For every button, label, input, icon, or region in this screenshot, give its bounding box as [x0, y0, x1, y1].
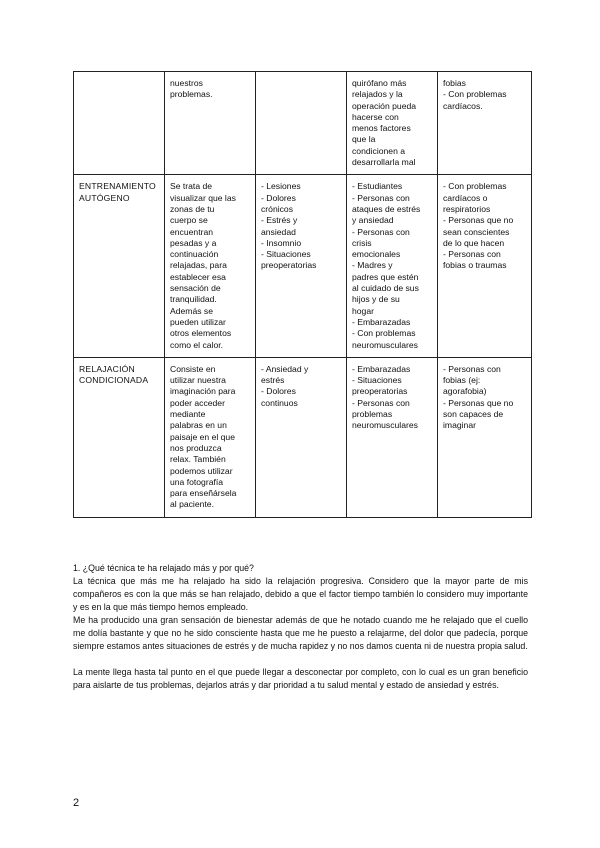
- cell-line: relax. También: [170, 454, 226, 465]
- technique-name-cell: ENTRENAMIENTO AUTÓGENO: [74, 175, 165, 357]
- cell-line: hacerse con: [352, 111, 399, 122]
- technique-name-cell: RELAJACIÓN CONDICIONADA: [74, 357, 165, 517]
- contraindications-cell: [438, 175, 532, 357]
- cell-line: crisis: [352, 237, 372, 248]
- cell-line: - Situaciones: [352, 375, 402, 386]
- cell-line: - Ansiedad y: [261, 363, 309, 374]
- cell-line: nos produzca: [170, 442, 222, 453]
- cell-line: nuestros: [170, 78, 203, 88]
- cell-line: paisaje en el que: [170, 431, 235, 442]
- recommended-for-cell: [347, 175, 438, 357]
- cell-line: ansiedad: [261, 226, 296, 237]
- cell-line: fobias o traumas: [443, 260, 507, 271]
- cell-line: - Personas con: [352, 397, 410, 408]
- technique-name-cell: [74, 72, 165, 175]
- cell-line: de lo que hacen: [443, 237, 505, 248]
- cell-line: ataques de estrés: [352, 203, 421, 214]
- answer-section: [73, 562, 528, 692]
- cell-line: continuos: [261, 397, 298, 408]
- cell-line: - Personas con: [443, 249, 501, 260]
- cell-line: al cuidado de sus: [352, 283, 419, 294]
- cell-line: - Personas con: [352, 226, 410, 237]
- cell-line: continuación: [170, 249, 219, 260]
- cell-line: que la: [352, 134, 376, 145]
- cell-line: quirófano más: [352, 78, 407, 88]
- cell-line: - Madres y: [352, 260, 393, 271]
- cell-line: relajadas, para: [170, 260, 227, 271]
- cell-line: - Personas con: [352, 192, 410, 203]
- cell-line: - Dolores: [261, 192, 296, 203]
- cell-line: al paciente.: [170, 499, 214, 510]
- cell-line: Además se: [170, 305, 213, 316]
- cell-line: sensación de: [170, 283, 221, 294]
- cell-line: - Lesiones: [261, 181, 301, 192]
- cell-line: encuentran: [170, 226, 214, 237]
- cell-line: neuromusculares: [352, 339, 418, 350]
- answer-paragraph: La mente llega hasta tal punto en el que puede llegar a desconectar por completo, con lo cual es un gran beneficio para aislarte de tus problemas, dejarlos atrás y dar prioridad a tu salud mental y estado de ansiedad y estrés.: [73, 667, 528, 690]
- cell-line: para enseñársela: [170, 488, 237, 499]
- question-heading: 1. ¿Qué técnica te ha relajado más y por qué?: [73, 563, 254, 573]
- cell-line: - Embarazadas: [352, 363, 411, 374]
- cell-line: cardíacos o: [443, 192, 488, 203]
- cell-line: - Dolores: [261, 386, 296, 397]
- cell-line: estrés: [261, 375, 285, 386]
- cell-line: otros elementos: [170, 328, 232, 339]
- cell-line: Se trata de: [170, 181, 213, 192]
- cell-line: hijos y de su: [352, 294, 400, 305]
- cell-line: - Estudiantes: [352, 181, 403, 192]
- table-row: [74, 72, 532, 175]
- cell-line: poder acceder: [170, 397, 225, 408]
- cell-line: palabras en un: [170, 420, 227, 431]
- cell-line: son capaces de: [443, 409, 504, 420]
- cell-line: - Con problemas: [443, 181, 507, 192]
- page-number: 2: [73, 797, 80, 809]
- cell-line: agorafobia): [443, 386, 487, 397]
- table-row: [74, 175, 532, 357]
- cell-line: - Estrés y: [261, 215, 298, 226]
- cell-line: problemas.: [170, 89, 213, 100]
- cell-line: - Con problemas: [352, 328, 416, 339]
- cell-line: neuromusculares: [352, 420, 418, 431]
- cell-line: mediante: [170, 409, 206, 420]
- cell-line: - Con problemas: [443, 89, 507, 100]
- cell-line: fobias: [443, 78, 466, 88]
- cell-line: preoperatorias: [352, 386, 408, 397]
- cell-line: zonas de tu: [170, 203, 215, 214]
- cell-line: cardíacos.: [443, 100, 483, 111]
- cell-line: padres que estén: [352, 271, 419, 282]
- cell-line: operación pueda: [352, 100, 417, 111]
- cell-line: cuerpo se: [170, 215, 208, 226]
- cell-line: pesadas y a: [170, 237, 217, 248]
- cell-line: imaginar: [443, 420, 476, 431]
- cell-line: visualizar que las: [170, 192, 236, 203]
- cell-line: - Personas que no: [443, 397, 514, 408]
- indications-cell: [256, 357, 347, 517]
- cell-line: Consiste en: [170, 363, 216, 374]
- cell-line: preoperatorias: [261, 260, 317, 271]
- cell-line: menos factores: [352, 123, 411, 134]
- cell-line: establecer esa: [170, 271, 226, 282]
- cell-line: relajados y la: [352, 89, 403, 100]
- cell-line: - Insomnio: [261, 237, 302, 248]
- indications-cell: [256, 175, 347, 357]
- contraindications-cell: [438, 357, 532, 517]
- table-row: [74, 357, 532, 517]
- cell-line: emocionales: [352, 249, 401, 260]
- cell-line: una fotografía: [170, 476, 224, 487]
- description-cell: [165, 357, 256, 517]
- cell-line: imaginación para: [170, 386, 236, 397]
- cell-line: condicionen a: [352, 145, 406, 156]
- cell-line: - Personas con: [443, 363, 501, 374]
- cell-line: como el calor.: [170, 339, 224, 350]
- cell-line: podemos utilizar: [170, 465, 233, 476]
- cell-line: - Personas que no: [443, 215, 514, 226]
- relaxation-techniques-table: [73, 71, 532, 518]
- cell-line: pueden utilizar: [170, 316, 226, 327]
- contraindications-cell: [438, 72, 532, 175]
- answer-paragraph: Me ha producido una gran sensación de bienestar además de que he notado cuando me he relajado que el cuello me dolía bastante y que no he sido consciente hasta que me he puesto a relajarme, del dolor que padecía, porque siempre estamos antes situaciones de estrés y de mucha rapidez y no nos damos cuenta ni de nuestra propia salud.: [73, 615, 528, 651]
- cell-line: crónicos: [261, 203, 293, 214]
- cell-line: tranquilidad.: [170, 294, 217, 305]
- indications-cell: [256, 72, 347, 175]
- answer-paragraph: La técnica que más me ha relajado ha sido la relajación progresiva. Considero que la mayor parte de mis compañeros es con la que más se han relajado, debido a que el factor tiempo también lo considero muy importante y es en la que más tiempo hemos empleado.: [73, 576, 528, 612]
- description-cell: [165, 175, 256, 357]
- cell-line: hogar: [352, 305, 374, 316]
- description-cell: [165, 72, 256, 175]
- cell-line: desarrollarla mal: [352, 157, 416, 168]
- cell-line: sean conscientes: [443, 226, 510, 237]
- cell-line: respiratorios: [443, 203, 491, 214]
- cell-line: fobias (ej:: [443, 375, 481, 386]
- cell-line: - Embarazadas: [352, 316, 411, 327]
- cell-line: - Situaciones: [261, 249, 311, 260]
- cell-line: problemas: [352, 409, 393, 420]
- recommended-for-cell: [347, 72, 438, 175]
- cell-line: utilizar nuestra: [170, 375, 226, 386]
- cell-line: y ansiedad: [352, 215, 394, 226]
- recommended-for-cell: [347, 357, 438, 517]
- table-body: [74, 72, 532, 518]
